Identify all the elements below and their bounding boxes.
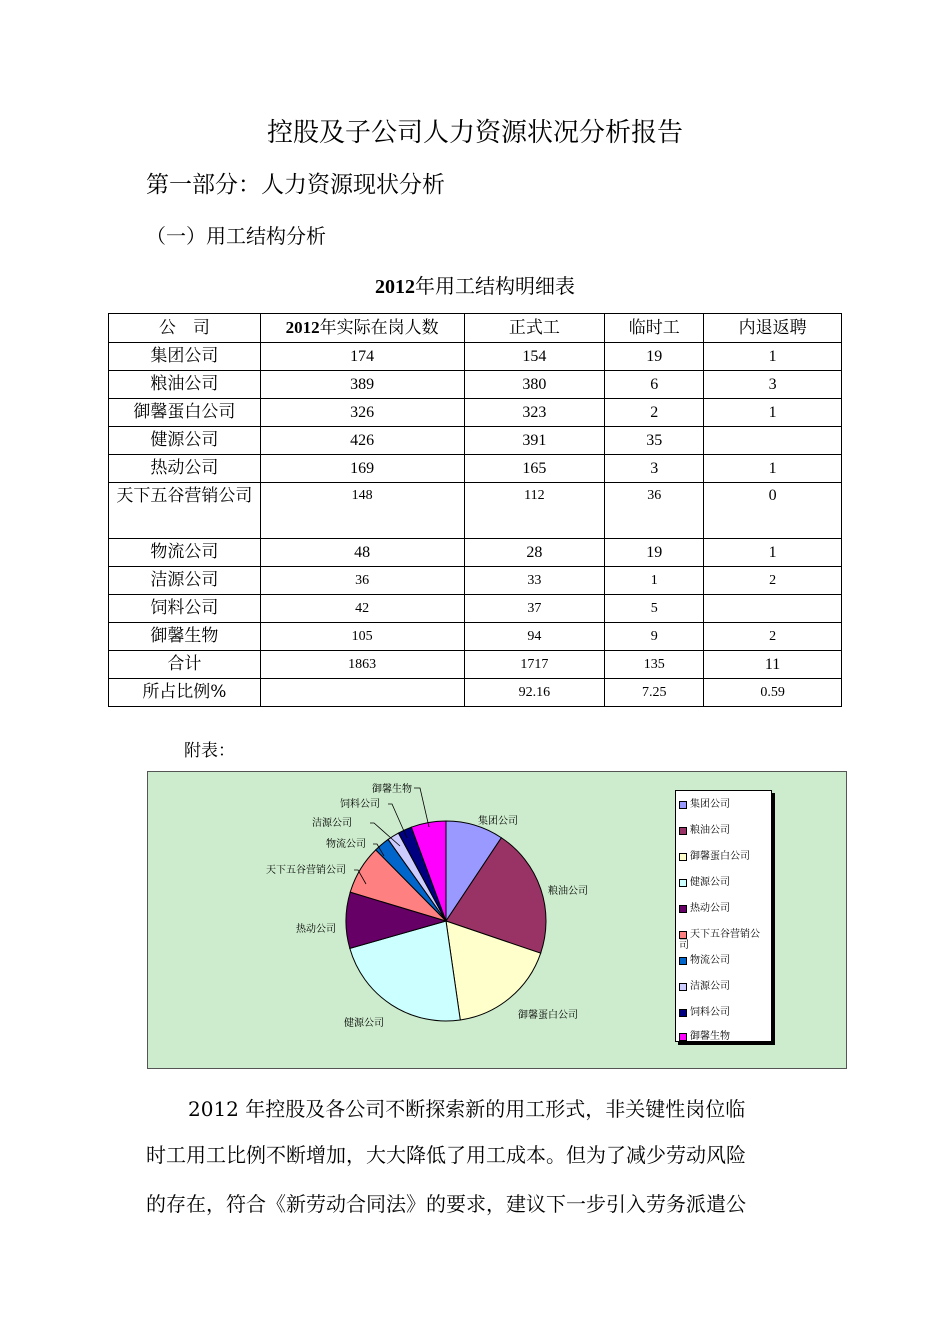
- table-total-row: [109, 651, 842, 679]
- legend-label: 集团公司: [690, 799, 730, 810]
- legend-swatch: [679, 983, 687, 991]
- cell-retired: 0: [704, 483, 842, 539]
- cell-actual: 48: [260, 539, 464, 567]
- cell-actual: 389: [260, 371, 464, 399]
- legend-swatch: [679, 879, 687, 887]
- cell-temporary: 2: [605, 399, 704, 427]
- cell-retired: 0.59: [704, 679, 842, 707]
- cell-actual: 426: [260, 427, 464, 455]
- cell-temporary: 9: [605, 623, 704, 651]
- table-row: [109, 483, 842, 539]
- cell-retired: [704, 427, 842, 455]
- cell-retired: 2: [704, 567, 842, 595]
- cell-company: 健源公司: [109, 427, 261, 455]
- slice-label-logistics: 物流公司: [326, 839, 366, 850]
- cell-formal: 323: [464, 399, 605, 427]
- legend-item-feed: [679, 1007, 769, 1018]
- legend-swatch: [679, 801, 687, 809]
- legend-label: 洁源公司: [690, 981, 730, 992]
- staffing-table: [108, 313, 842, 707]
- table-row: [109, 343, 842, 371]
- cell-formal: 92.16: [464, 679, 605, 707]
- cell-company: 物流公司: [109, 539, 261, 567]
- slice-label-bio: 御馨生物: [372, 784, 412, 795]
- cell-retired: 11: [704, 651, 842, 679]
- chart-legend: [675, 790, 772, 1042]
- cell-retired: 3: [704, 371, 842, 399]
- slice-label-protein: 御馨蛋白公司: [518, 1010, 578, 1021]
- slice-label-group: 集团公司: [478, 816, 518, 827]
- cell-formal: 28: [464, 539, 605, 567]
- section-heading: （一）用工结构分析: [146, 224, 326, 248]
- cell-temporary: 19: [605, 539, 704, 567]
- body-paragraph-line: 2012 年控股及各公司不断探索新的用工形式，非关键性岗位临: [188, 1097, 746, 1121]
- cell-company: 洁源公司: [109, 567, 261, 595]
- cell-retired: 2: [704, 623, 842, 651]
- cell-formal: 112: [464, 483, 605, 539]
- legend-swatch: [679, 1009, 687, 1017]
- cell-temporary: 5: [605, 595, 704, 623]
- cell-retired: 1: [704, 539, 842, 567]
- cell-company: 热动公司: [109, 455, 261, 483]
- cell-temporary: 3: [605, 455, 704, 483]
- table-row: [109, 595, 842, 623]
- legend-label: 热动公司: [690, 903, 730, 914]
- cell-temporary: 35: [605, 427, 704, 455]
- cell-actual: 148: [260, 483, 464, 539]
- cell-company: 御馨生物: [109, 623, 261, 651]
- cell-actual: 174: [260, 343, 464, 371]
- header-retired: 内退返聘: [704, 314, 842, 343]
- cell-actual: 36: [260, 567, 464, 595]
- legend-item-bio: [679, 1031, 769, 1042]
- legend-swatch: [679, 853, 687, 861]
- cell-company: 合计: [109, 651, 261, 679]
- cell-formal: 37: [464, 595, 605, 623]
- legend-item-grain-oil: [679, 825, 769, 836]
- legend-label: 健源公司: [690, 877, 730, 888]
- cell-actual: 326: [260, 399, 464, 427]
- legend-item-marketing: [679, 929, 769, 951]
- cell-company: 饲料公司: [109, 595, 261, 623]
- legend-swatch: [679, 931, 687, 939]
- legend-item-jianyuan: [679, 877, 769, 888]
- table-row: [109, 427, 842, 455]
- header-temporary: 临时工: [605, 314, 704, 343]
- legend-item-protein: [679, 851, 769, 862]
- cell-temporary: 19: [605, 343, 704, 371]
- cell-actual: 42: [260, 595, 464, 623]
- cell-formal: 33: [464, 567, 605, 595]
- table-ratio-row: [109, 679, 842, 707]
- cell-temporary: 36: [605, 483, 704, 539]
- slice-label-marketing: 天下五谷营销公司: [266, 865, 346, 876]
- legend-item-jieyuan: [679, 981, 769, 992]
- cell-company: 御馨蛋白公司: [109, 399, 261, 427]
- slice-label-grain-oil: 粮油公司: [548, 886, 588, 897]
- header-formal: 正式工: [464, 314, 605, 343]
- legend-label: 粮油公司: [690, 825, 730, 836]
- cell-formal: 154: [464, 343, 605, 371]
- legend-label: 御馨蛋白公司: [690, 851, 750, 862]
- table-caption: [0, 270, 950, 299]
- cell-retired: [704, 595, 842, 623]
- body-paragraph-line: 时工用工比例不断增加，大大降低了用工成本。但为了减少劳动风险: [146, 1143, 746, 1167]
- table-caption-year: 2012: [375, 276, 415, 298]
- slice-label-jianyuan: 健源公司: [344, 1018, 384, 1029]
- table-row: [109, 455, 842, 483]
- header-company: 公 司: [109, 314, 261, 343]
- legend-swatch: [679, 905, 687, 913]
- cell-retired: 1: [704, 343, 842, 371]
- legend-swatch: [679, 1033, 687, 1041]
- table-row: [109, 623, 842, 651]
- cell-actual: 105: [260, 623, 464, 651]
- cell-temporary: 6: [605, 371, 704, 399]
- legend-label: 物流公司: [690, 955, 730, 966]
- cell-formal: 165: [464, 455, 605, 483]
- table-row: [109, 567, 842, 595]
- cell-company: 所占比例%: [109, 679, 261, 707]
- cell-formal: 380: [464, 371, 605, 399]
- leader-line-bio: [414, 788, 429, 827]
- legend-swatch: [679, 957, 687, 965]
- table-row: [109, 539, 842, 567]
- slice-label-thermal: 热动公司: [296, 924, 336, 935]
- cell-company: 天下五谷营销公司: [109, 483, 261, 539]
- header-actual-year: 2012: [285, 318, 320, 337]
- cell-temporary: 135: [605, 651, 704, 679]
- table-row: [109, 371, 842, 399]
- cell-retired: 1: [704, 455, 842, 483]
- legend-item-logistics: [679, 955, 769, 966]
- cell-temporary: 7.25: [605, 679, 704, 707]
- part-heading: 第一部分：人力资源现状分析: [146, 172, 445, 198]
- cell-formal: 94: [464, 623, 605, 651]
- cell-formal: 391: [464, 427, 605, 455]
- cell-temporary: 1: [605, 567, 704, 595]
- legend-swatch: [679, 827, 687, 835]
- cell-actual: 1863: [260, 651, 464, 679]
- legend-item-group: [679, 799, 769, 810]
- cell-actual: 169: [260, 455, 464, 483]
- legend-label: 天下五谷营销公司: [679, 929, 760, 951]
- legend-label: 御馨生物: [690, 1031, 730, 1042]
- slice-label-jieyuan: 洁源公司: [312, 818, 352, 829]
- cell-company: 粮油公司: [109, 371, 261, 399]
- slice-label-feed: 饲料公司: [340, 799, 380, 810]
- cell-actual: [260, 679, 464, 707]
- table-caption-text: 年用工结构明细表: [415, 274, 575, 298]
- cell-company: 集团公司: [109, 343, 261, 371]
- table-row: [109, 399, 842, 427]
- cell-retired: 1: [704, 399, 842, 427]
- header-actual-text: 年实际在岗人数: [319, 318, 439, 338]
- legend-label: 饲料公司: [690, 1007, 730, 1018]
- body-paragraph-line: 的存在，符合《新劳动合同法》的要求，建议下一步引入劳务派遣公: [146, 1192, 746, 1216]
- appendix-label: 附表：: [184, 741, 235, 761]
- document-title: 控股及子公司人力资源状况分析报告: [266, 118, 683, 148]
- table-header-row: [109, 314, 842, 343]
- cell-formal: 1717: [464, 651, 605, 679]
- legend-item-thermal: [679, 903, 769, 914]
- header-actual: [260, 314, 464, 343]
